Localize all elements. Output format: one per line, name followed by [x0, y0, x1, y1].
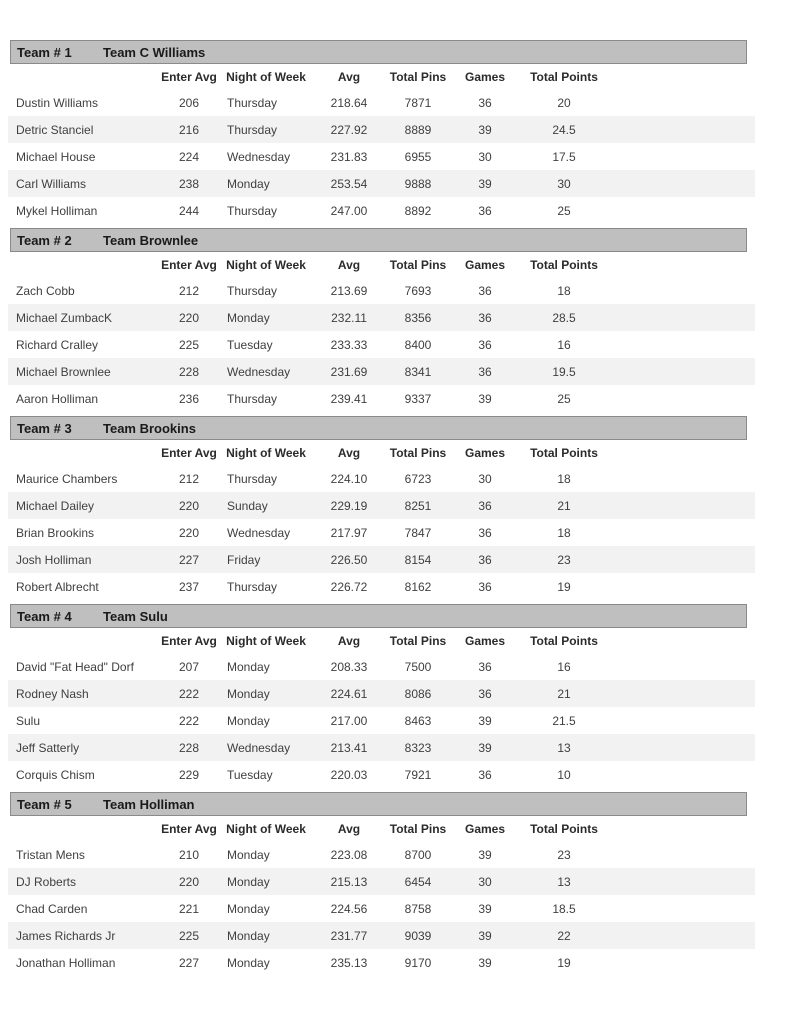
player-enter-avg: 210	[178, 847, 200, 862]
player-total-points: 13	[557, 740, 571, 755]
player-games: 36	[478, 579, 492, 594]
col-header-games: Games	[464, 69, 506, 84]
player-total-pins: 9170	[404, 955, 432, 970]
player-total-pins: 7871	[404, 95, 432, 110]
player-total-pins: 8162	[404, 579, 432, 594]
player-enter-avg: 227	[178, 552, 200, 567]
player-night-of-week: Friday	[227, 552, 261, 567]
player-name: Michael Brownlee	[16, 364, 111, 379]
player-night-of-week: Sunday	[227, 498, 268, 513]
player-total-points: 25	[557, 203, 571, 218]
player-name: Maurice Chambers	[16, 471, 118, 486]
player-night-of-week: Wednesday	[227, 740, 291, 755]
player-row	[8, 358, 755, 385]
player-name: Sulu	[16, 713, 41, 728]
player-total-points: 18	[557, 471, 571, 486]
player-total-pins: 7500	[404, 659, 432, 674]
player-games: 36	[478, 283, 492, 298]
player-enter-avg: 238	[178, 176, 200, 191]
player-total-pins: 6454	[404, 874, 432, 889]
player-avg: 231.69	[330, 364, 368, 379]
col-header-night-of-week: Night of Week	[226, 445, 306, 460]
team-header-bar	[10, 40, 747, 64]
player-total-points: 16	[557, 337, 571, 352]
player-avg: 213.69	[330, 283, 368, 298]
player-avg: 224.61	[330, 686, 368, 701]
player-games: 30	[478, 149, 492, 164]
col-header-enter-avg: Enter Avg	[161, 633, 217, 648]
player-night-of-week: Thursday	[227, 203, 278, 218]
player-name: Jonathan Holliman	[16, 955, 116, 970]
team-name: Team Holliman	[103, 796, 195, 812]
player-night-of-week: Thursday	[227, 391, 278, 406]
team-header-bar	[10, 416, 747, 440]
player-night-of-week: Monday	[227, 310, 270, 325]
player-enter-avg: 222	[178, 713, 200, 728]
player-total-points: 23	[557, 552, 571, 567]
player-games: 36	[478, 310, 492, 325]
player-avg: 217.00	[330, 713, 368, 728]
player-avg: 223.08	[330, 847, 368, 862]
column-header-row	[8, 440, 755, 465]
col-header-avg: Avg	[337, 257, 361, 272]
player-enter-avg: 236	[178, 391, 200, 406]
player-name: Carl Williams	[16, 176, 86, 191]
player-night-of-week: Wednesday	[227, 364, 291, 379]
player-name: Chad Carden	[16, 901, 88, 916]
player-total-points: 18.5	[552, 901, 576, 916]
player-enter-avg: 237	[178, 579, 200, 594]
player-night-of-week: Wednesday	[227, 525, 291, 540]
player-total-points: 18	[557, 283, 571, 298]
player-enter-avg: 225	[178, 928, 200, 943]
player-name: Corquis Chism	[16, 767, 95, 782]
player-row	[8, 170, 755, 197]
player-name: Mykel Holliman	[16, 203, 98, 218]
player-total-points: 22	[557, 928, 571, 943]
player-total-pins: 9039	[404, 928, 432, 943]
team-section	[0, 228, 789, 416]
col-header-night-of-week: Night of Week	[226, 633, 306, 648]
player-enter-avg: 221	[178, 901, 200, 916]
col-header-night-of-week: Night of Week	[226, 257, 306, 272]
player-row	[8, 385, 755, 412]
player-games: 36	[478, 767, 492, 782]
player-row	[8, 197, 755, 224]
player-avg: 208.33	[330, 659, 368, 674]
team-number-label: Team # 2	[17, 232, 72, 248]
player-total-points: 10	[557, 767, 571, 782]
player-total-pins: 8400	[404, 337, 432, 352]
player-total-points: 19.5	[552, 364, 576, 379]
player-row	[8, 304, 755, 331]
player-night-of-week: Thursday	[227, 122, 278, 137]
player-name: Rodney Nash	[16, 686, 89, 701]
player-games: 36	[478, 498, 492, 513]
team-header-bar	[10, 792, 747, 816]
team-section	[0, 792, 789, 980]
player-enter-avg: 206	[178, 95, 200, 110]
player-name: Aaron Holliman	[16, 391, 99, 406]
player-total-pins: 8356	[404, 310, 432, 325]
player-enter-avg: 220	[178, 498, 200, 513]
player-avg: 235.13	[330, 955, 368, 970]
player-games: 39	[478, 176, 492, 191]
player-games: 36	[478, 364, 492, 379]
player-avg: 227.92	[330, 122, 368, 137]
team-name: Team Sulu	[103, 608, 168, 624]
team-name: Team C Williams	[103, 44, 206, 60]
player-total-points: 23	[557, 847, 571, 862]
column-header-row	[8, 64, 755, 89]
player-night-of-week: Tuesday	[227, 337, 273, 352]
player-name: Zach Cobb	[16, 283, 75, 298]
player-enter-avg: 222	[178, 686, 200, 701]
player-night-of-week: Tuesday	[227, 767, 273, 782]
player-games: 39	[478, 122, 492, 137]
player-total-pins: 7693	[404, 283, 432, 298]
player-enter-avg: 228	[178, 740, 200, 755]
col-header-avg: Avg	[337, 69, 361, 84]
player-avg: 253.54	[330, 176, 368, 191]
player-name: Dustin Williams	[16, 95, 99, 110]
player-total-points: 21.5	[552, 713, 576, 728]
player-enter-avg: 244	[178, 203, 200, 218]
player-total-pins: 6723	[404, 471, 432, 486]
player-avg: 224.56	[330, 901, 368, 916]
league-roster-document	[0, 40, 789, 980]
player-row	[8, 868, 755, 895]
col-header-avg: Avg	[337, 633, 361, 648]
player-night-of-week: Monday	[227, 901, 270, 916]
col-header-avg: Avg	[337, 445, 361, 460]
player-enter-avg: 220	[178, 874, 200, 889]
team-name: Team Brownlee	[103, 232, 199, 248]
player-night-of-week: Monday	[227, 686, 270, 701]
player-name: Richard Cralley	[16, 337, 99, 352]
player-games: 39	[478, 740, 492, 755]
player-total-points: 19	[557, 579, 571, 594]
player-night-of-week: Monday	[227, 847, 270, 862]
player-avg: 218.64	[330, 95, 368, 110]
player-games: 36	[478, 686, 492, 701]
player-avg: 215.13	[330, 874, 368, 889]
team-section	[0, 416, 789, 604]
col-header-total-pins: Total Pins	[389, 257, 447, 272]
player-row	[8, 116, 755, 143]
player-night-of-week: Monday	[227, 955, 270, 970]
col-header-total-points: Total Points	[530, 445, 598, 460]
player-total-points: 21	[557, 498, 571, 513]
col-header-night-of-week: Night of Week	[226, 821, 306, 836]
player-row	[8, 465, 755, 492]
player-night-of-week: Thursday	[227, 283, 278, 298]
player-total-pins: 9337	[404, 391, 432, 406]
player-enter-avg: 220	[178, 310, 200, 325]
team-name: Team Brookins	[103, 420, 196, 436]
col-header-games: Games	[464, 633, 506, 648]
player-name: Michael House	[16, 149, 96, 164]
player-row	[8, 895, 755, 922]
player-total-points: 21	[557, 686, 571, 701]
player-enter-avg: 207	[178, 659, 200, 674]
player-avg: 217.97	[330, 525, 368, 540]
col-header-avg: Avg	[337, 821, 361, 836]
player-row	[8, 492, 755, 519]
player-row	[8, 519, 755, 546]
player-row	[8, 949, 755, 976]
player-games: 30	[478, 874, 492, 889]
player-name: David "Fat Head" Dorf	[16, 659, 134, 674]
player-total-pins: 8889	[404, 122, 432, 137]
player-avg: 239.41	[330, 391, 368, 406]
player-games: 39	[478, 847, 492, 862]
player-name: Michael ZumbacK	[16, 310, 113, 325]
col-header-games: Games	[464, 445, 506, 460]
col-header-total-pins: Total Pins	[389, 821, 447, 836]
player-name: Tristan Mens	[16, 847, 85, 862]
player-name: Robert Albrecht	[16, 579, 99, 594]
player-avg: 224.10	[330, 471, 368, 486]
team-number-label: Team # 4	[17, 608, 72, 624]
team-number-label: Team # 3	[17, 420, 72, 436]
player-name: Michael Dailey	[16, 498, 95, 513]
player-enter-avg: 216	[178, 122, 200, 137]
col-header-enter-avg: Enter Avg	[161, 69, 217, 84]
player-games: 39	[478, 391, 492, 406]
col-header-games: Games	[464, 821, 506, 836]
player-night-of-week: Monday	[227, 713, 270, 728]
col-header-total-points: Total Points	[530, 69, 598, 84]
column-header-row	[8, 252, 755, 277]
player-enter-avg: 212	[178, 471, 200, 486]
player-total-points: 16	[557, 659, 571, 674]
player-total-pins: 9888	[404, 176, 432, 191]
col-header-enter-avg: Enter Avg	[161, 445, 217, 460]
col-header-enter-avg: Enter Avg	[161, 257, 217, 272]
player-enter-avg: 220	[178, 525, 200, 540]
player-total-pins: 8251	[404, 498, 432, 513]
player-total-points: 18	[557, 525, 571, 540]
team-header-bar	[10, 604, 747, 628]
col-header-total-points: Total Points	[530, 257, 598, 272]
col-header-games: Games	[464, 257, 506, 272]
player-night-of-week: Thursday	[227, 579, 278, 594]
player-games: 36	[478, 337, 492, 352]
player-avg: 231.77	[330, 928, 368, 943]
player-total-points: 30	[557, 176, 571, 191]
player-avg: 226.72	[330, 579, 368, 594]
player-games: 39	[478, 713, 492, 728]
player-enter-avg: 229	[178, 767, 200, 782]
player-games: 36	[478, 659, 492, 674]
player-enter-avg: 212	[178, 283, 200, 298]
team-number-label: Team # 5	[17, 796, 72, 812]
player-games: 36	[478, 95, 492, 110]
player-total-pins: 8154	[404, 552, 432, 567]
player-total-points: 25	[557, 391, 571, 406]
col-header-total-pins: Total Pins	[389, 69, 447, 84]
player-row	[8, 546, 755, 573]
player-total-pins: 8463	[404, 713, 432, 728]
player-row	[8, 573, 755, 600]
player-games: 36	[478, 525, 492, 540]
col-header-total-pins: Total Pins	[389, 633, 447, 648]
team-section	[0, 40, 789, 228]
player-row	[8, 277, 755, 304]
player-night-of-week: Monday	[227, 659, 270, 674]
col-header-enter-avg: Enter Avg	[161, 821, 217, 836]
player-games: 30	[478, 471, 492, 486]
player-games: 39	[478, 928, 492, 943]
player-total-pins: 7847	[404, 525, 432, 540]
player-row	[8, 734, 755, 761]
player-total-pins: 8341	[404, 364, 432, 379]
team-number-label: Team # 1	[17, 44, 72, 60]
player-name: Brian Brookins	[16, 525, 95, 540]
player-name: James Richards Jr	[16, 928, 116, 943]
player-night-of-week: Monday	[227, 874, 270, 889]
player-row	[8, 331, 755, 358]
col-header-total-points: Total Points	[530, 633, 598, 648]
player-night-of-week: Monday	[227, 176, 270, 191]
player-enter-avg: 227	[178, 955, 200, 970]
player-total-pins: 8758	[404, 901, 432, 916]
player-total-pins: 6955	[404, 149, 432, 164]
player-enter-avg: 224	[178, 149, 200, 164]
player-games: 39	[478, 955, 492, 970]
team-header-bar	[10, 228, 747, 252]
player-name: Josh Holliman	[16, 552, 92, 567]
player-avg: 247.00	[330, 203, 368, 218]
player-avg: 231.83	[330, 149, 368, 164]
player-avg: 233.33	[330, 337, 368, 352]
player-row	[8, 707, 755, 734]
player-name: DJ Roberts	[16, 874, 77, 889]
player-total-pins: 8323	[404, 740, 432, 755]
player-total-points: 24.5	[552, 122, 576, 137]
player-avg: 229.19	[330, 498, 368, 513]
player-games: 36	[478, 552, 492, 567]
player-games: 39	[478, 901, 492, 916]
player-row	[8, 922, 755, 949]
player-total-points: 13	[557, 874, 571, 889]
player-row	[8, 761, 755, 788]
player-night-of-week: Thursday	[227, 95, 278, 110]
team-section	[0, 604, 789, 792]
player-row	[8, 841, 755, 868]
player-total-points: 17.5	[552, 149, 576, 164]
player-enter-avg: 225	[178, 337, 200, 352]
player-total-points: 19	[557, 955, 571, 970]
player-row	[8, 143, 755, 170]
player-name: Jeff Satterly	[16, 740, 80, 755]
player-night-of-week: Thursday	[227, 471, 278, 486]
player-avg: 232.11	[331, 310, 367, 325]
player-total-pins: 8700	[404, 847, 432, 862]
player-night-of-week: Monday	[227, 928, 270, 943]
column-header-row	[8, 816, 755, 841]
col-header-total-pins: Total Pins	[389, 445, 447, 460]
col-header-total-points: Total Points	[530, 821, 598, 836]
col-header-night-of-week: Night of Week	[226, 69, 306, 84]
player-row	[8, 680, 755, 707]
player-avg: 213.41	[330, 740, 368, 755]
player-name: Detric Stanciel	[16, 122, 94, 137]
player-night-of-week: Wednesday	[227, 149, 291, 164]
player-avg: 226.50	[330, 552, 368, 567]
player-total-points: 28.5	[552, 310, 576, 325]
player-enter-avg: 228	[178, 364, 200, 379]
player-total-points: 20	[557, 95, 571, 110]
player-avg: 220.03	[330, 767, 368, 782]
column-header-row	[8, 628, 755, 653]
player-row	[8, 89, 755, 116]
player-total-pins: 8892	[404, 203, 432, 218]
player-row	[8, 653, 755, 680]
player-games: 36	[478, 203, 492, 218]
player-total-pins: 7921	[404, 767, 432, 782]
player-total-pins: 8086	[404, 686, 432, 701]
